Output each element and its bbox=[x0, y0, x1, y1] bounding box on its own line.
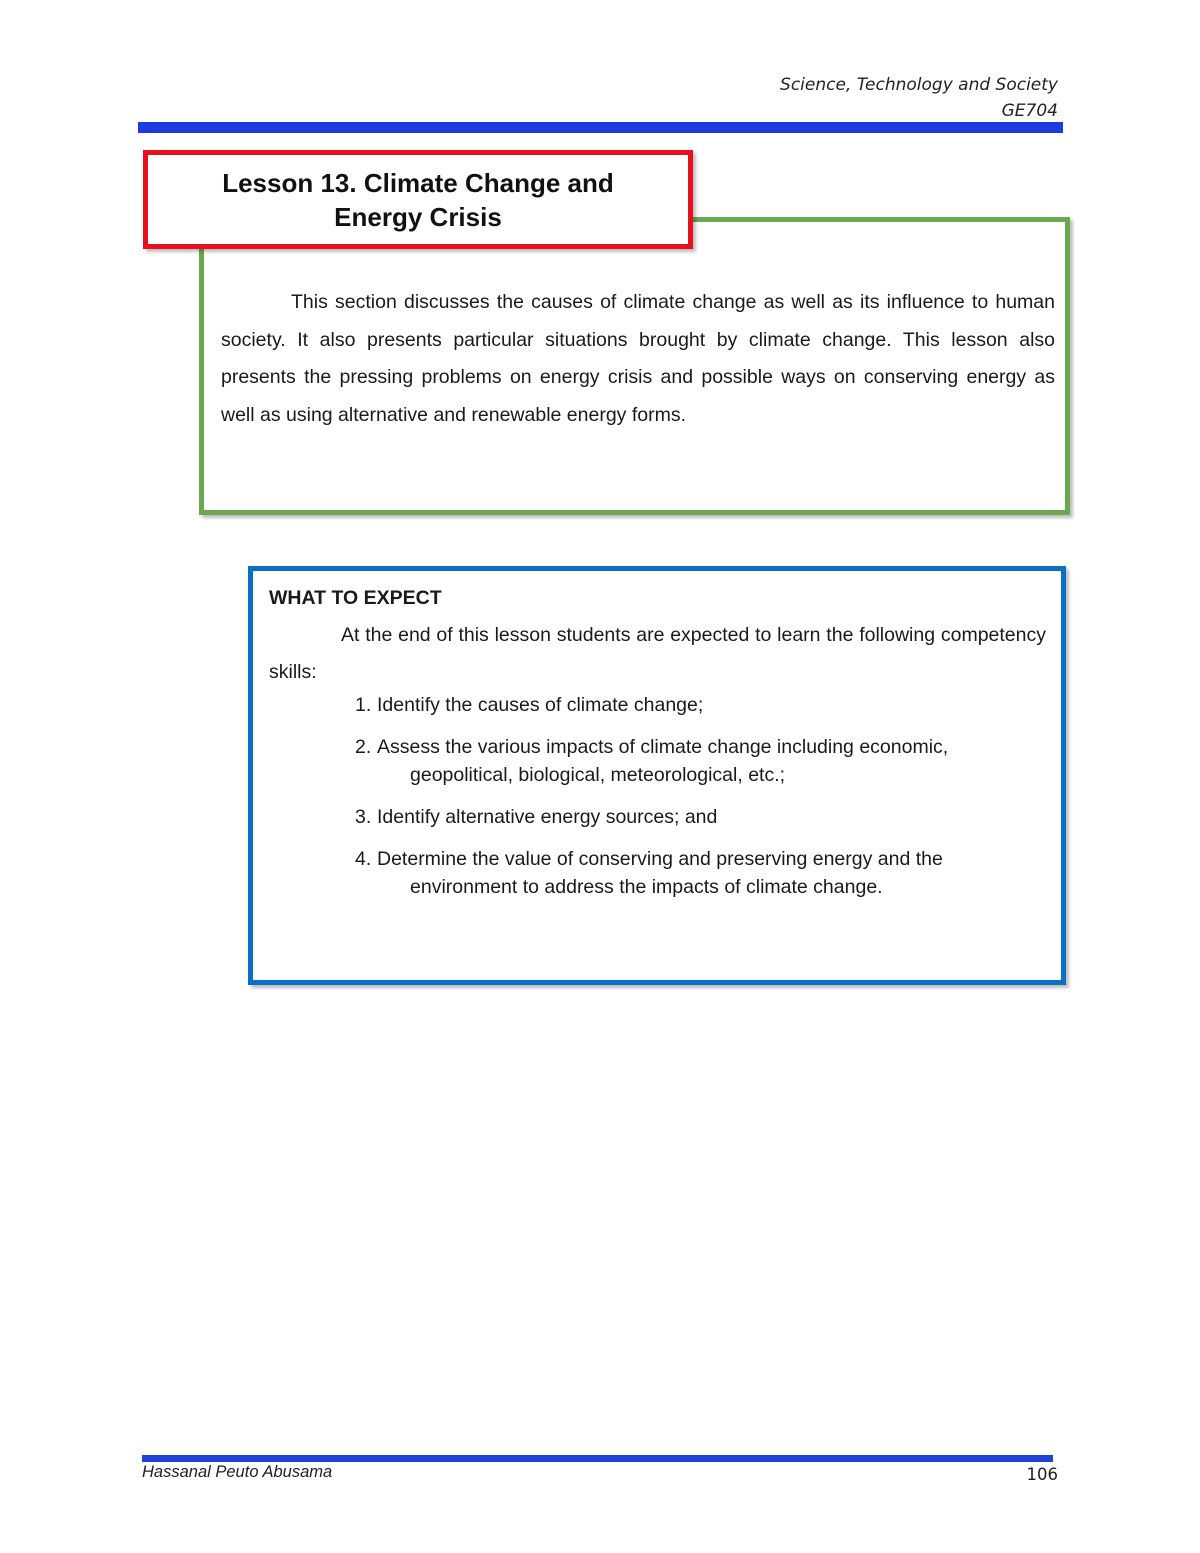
what-to-expect-intro: At the end of this lesson students are expected to learn the following competency skills: bbox=[269, 624, 1046, 683]
competency-text: Determine the value of conserving and preserving energy and the bbox=[377, 848, 943, 870]
lesson-title-line-2: Energy Crisis bbox=[334, 201, 502, 232]
lesson-title-line-1: Lesson 13. Climate Change and bbox=[222, 167, 614, 198]
competency-number: 4. bbox=[355, 848, 372, 870]
competency-item bbox=[253, 733, 1063, 789]
page-header bbox=[780, 72, 1058, 124]
course-title: Science, Technology and Society bbox=[780, 75, 1058, 95]
competency-text-continued: geopolitical, biological, meteorological, etc.; bbox=[410, 764, 786, 786]
competency-text: Identify the causes of climate change; bbox=[377, 694, 704, 716]
what-to-expect-box bbox=[248, 566, 1066, 985]
competency-number: 3. bbox=[355, 806, 372, 828]
footer-divider bbox=[142, 1455, 1053, 1462]
competency-item bbox=[253, 845, 1063, 901]
header-divider bbox=[138, 122, 1063, 133]
lesson-title bbox=[188, 166, 648, 234]
competency-number: 1. bbox=[355, 694, 372, 716]
competency-text: Identify alternative energy sources; and bbox=[377, 806, 718, 828]
competency-list bbox=[253, 691, 1063, 915]
competency-number: 2. bbox=[355, 736, 372, 758]
page-number: 106 bbox=[1026, 1465, 1058, 1484]
competency-text: Assess the various impacts of climate change including economic, bbox=[377, 736, 949, 758]
what-to-expect-heading: WHAT TO EXPECT bbox=[269, 587, 442, 609]
course-code: GE704 bbox=[1001, 101, 1058, 121]
competency-item bbox=[253, 803, 1063, 831]
competency-item bbox=[253, 691, 1063, 719]
lesson-overview-box bbox=[199, 217, 1070, 515]
footer-author: Hassanal Peuto Abusama bbox=[142, 1463, 333, 1481]
lesson-title-box bbox=[143, 150, 693, 249]
lesson-overview-text: This section discusses the causes of climate change as well as its influence to human society. It also presents particular situations brought by climate change. This lesson also presents the pressing problems on energy crisis and possible ways on conserving energy as well as using alternative and renewable energy forms. bbox=[221, 291, 1055, 426]
competency-text-continued: environment to address the impacts of climate change. bbox=[410, 876, 883, 898]
